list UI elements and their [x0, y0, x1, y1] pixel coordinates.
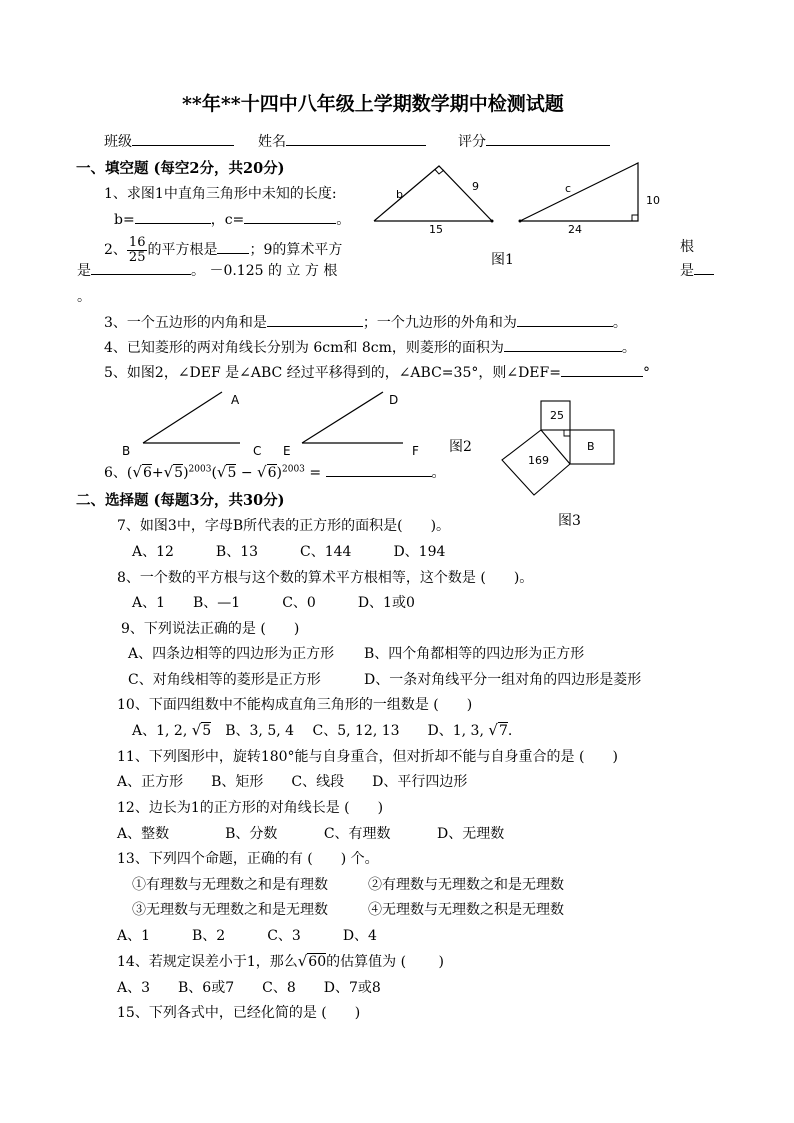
question-5: [104, 362, 650, 382]
tri1-base-label: 15: [429, 223, 443, 235]
question-14-options: A、3 B、6或7 C、8 D、7或8: [117, 980, 381, 996]
q2-end: 。: [77, 289, 91, 305]
q14-pre: 14、若规定误差小于1，那么: [117, 954, 298, 970]
q2-text2: ；9的算术平方: [249, 242, 343, 259]
sqrt-icon: √: [163, 463, 174, 481]
q9-option-a: A、四条边相等的四边形为正方形: [128, 646, 335, 662]
fraction-numerator: 16: [128, 235, 146, 250]
tri1-side-label: 9: [472, 180, 479, 193]
radicand-5b: 5: [227, 465, 237, 481]
q4-end: 。: [621, 340, 636, 356]
fig2-label-c: C: [253, 444, 262, 458]
q6-end: 。: [431, 465, 446, 481]
q2-shi2: 是: [680, 263, 694, 279]
score-field: [458, 131, 610, 151]
q14-post: 的估算值为 ( ): [326, 954, 444, 970]
q6-pre: 6、(: [104, 465, 133, 481]
q4-text: 4、已知菱形的两对角线长分别为 6cm和 8cm，则菱形的面积为: [104, 340, 504, 356]
q1-c-blank[interactable]: [244, 209, 336, 224]
q2-mid: 。 －0.125 的 立 方 根: [191, 263, 338, 279]
score-blank[interactable]: [486, 131, 610, 146]
q2-blank-3[interactable]: [694, 260, 714, 275]
q6-exponent-1: 2003: [188, 464, 212, 475]
figure-1-caption: 图1: [491, 252, 514, 268]
question-6: 6、$(√6+√5)^{2003}(√5 - √6)^{2003}$ = 。: [104, 463, 446, 481]
fig2-label-e: E: [283, 444, 291, 458]
question-13: 13、下列四个命题，正确的有 ( ) 个。: [117, 851, 379, 867]
name-blank[interactable]: [286, 131, 426, 146]
q6-exponent-2: 2003: [282, 464, 305, 475]
section2-heading: 二、选择题 (每题3分，共30分): [76, 492, 285, 509]
q1-b-blank[interactable]: [135, 209, 211, 224]
class-blank[interactable]: [132, 131, 234, 146]
fig3-square-169: 169: [528, 454, 549, 467]
q2-text: 的平方根是: [147, 242, 218, 259]
fig2-label-d: D: [389, 393, 399, 407]
name-field: [258, 131, 426, 151]
name-label: 姓名: [258, 134, 286, 150]
q5-text: 5、如图2，∠DEF 是∠ABC 经过平移得到的，∠ABC=35°，则∠DEF=: [104, 365, 561, 381]
q10-option-bcd: B、3, 5, 4 C、5, 12, 13 D、1, 3,: [225, 723, 484, 739]
q6-equals: =: [309, 465, 322, 481]
question-10-options: [132, 720, 512, 740]
score-label: 评分: [458, 134, 486, 150]
class-label: 班级: [104, 134, 132, 150]
q2-shi: 是: [77, 263, 91, 279]
q2-blank-2[interactable]: [91, 260, 191, 275]
section1-heading: 一、填空题 (每空2分，共20分): [76, 160, 285, 177]
figure-1: [368, 160, 678, 235]
question-4: [104, 337, 636, 357]
figure-2-caption: 图2: [449, 439, 472, 455]
tri2-side-label: 10: [646, 194, 660, 207]
q13-statement-3: ③无理数与无理数之和是无理数: [132, 902, 328, 918]
question-14: [117, 951, 444, 971]
page-title: **年**十四中八年级上学期数学期中检测试题: [182, 93, 564, 115]
question-15: 15、下列各式中，已经化简的是 ( ): [117, 1005, 361, 1021]
q10-end: .: [507, 723, 513, 739]
sqrt-icon: √: [132, 463, 142, 481]
tri2-base-label: 24: [568, 223, 582, 235]
q5-blank[interactable]: [561, 362, 643, 377]
q1-end: 。: [336, 212, 351, 228]
sqrt-icon: √: [257, 463, 267, 481]
fig2-label-b: B: [122, 444, 131, 458]
question-11-options: A、正方形 B、矩形 C、线段 D、平行四边形: [117, 774, 468, 790]
q10-radicand-5: 5: [202, 723, 212, 739]
fig3-square-b: B: [587, 440, 595, 453]
question-7-options: A、12 B、13 C、144 D、194: [132, 544, 446, 560]
q2-line2: [77, 260, 337, 280]
q3-end: 。: [612, 315, 627, 331]
q13-statement-2: ②有理数与无理数之和是无理数: [368, 877, 564, 893]
figure-3-caption: 图3: [558, 513, 581, 529]
q10-radicand-7: 7: [498, 723, 508, 739]
q9-option-d: D、一条对角线平分一组对角的四边形是菱形: [364, 672, 642, 688]
question-3: [104, 312, 627, 332]
tri2-c-label: c: [565, 182, 572, 195]
q1-c-label: ，c=: [210, 212, 245, 228]
q6-blank[interactable]: [326, 462, 432, 477]
q1-b-label: b=: [114, 212, 135, 228]
question-1: 1、求图1中直角三角形中未知的长度:: [104, 186, 337, 202]
q2-number: 2、: [104, 242, 127, 259]
question-12-options: A、整数 B、分数 C、有理数 D、无理数: [117, 826, 505, 842]
question-9: 9、下列说法正确的是 ( ): [121, 621, 300, 637]
q13-statement-1: ①有理数与无理数之和是有理数: [132, 877, 328, 893]
q5-end: °: [642, 365, 650, 381]
q6-close: ): [183, 465, 189, 481]
question-11: 11、下列图形中，旋转180°能与自身重合，但对折却不能与自身重合的是 ( ): [117, 749, 618, 765]
q2-blank-1[interactable]: [217, 239, 249, 254]
sqrt-icon: √: [297, 952, 308, 970]
triangle-1: [374, 166, 494, 235]
question-12: 12、边长为1的正方形的对角线长是 ( ): [117, 800, 384, 816]
sqrt-icon: √: [488, 721, 498, 739]
radicand-5: 5: [174, 465, 184, 481]
q3-blank-1[interactable]: [267, 312, 363, 327]
q3-text2: ；一个九边形的外角和为: [362, 315, 517, 331]
q13-statement-4: ④无理数与无理数之积是无理数: [368, 902, 564, 918]
question-10: 10、下面四组数中不能构成直角三角形的一组数是 ( ): [117, 697, 473, 713]
sqrt-icon: √: [216, 463, 227, 481]
question-8: 8、一个数的平方根与这个数的算术平方根相等，这个数是 ( )。: [117, 570, 534, 586]
q4-blank[interactable]: [504, 337, 622, 352]
fig3-square-25: 25: [550, 409, 564, 422]
q9-option-c: C、对角线相等的菱形是正方形: [128, 672, 321, 688]
q2-end-group: [680, 260, 714, 280]
fig2-label-a: A: [231, 393, 240, 407]
fig2-label-f: F: [412, 444, 419, 458]
q9-option-b: B、四个角都相等的四边形为正方形: [364, 646, 585, 662]
q14-radicand-60: 60: [308, 954, 327, 970]
sqrt-icon: √: [191, 721, 202, 739]
q3-blank-2[interactable]: [517, 312, 613, 327]
q3-text: 3、一个五边形的内角和是: [104, 315, 267, 331]
radicand-6b: 6: [267, 465, 277, 481]
triangle-2: [519, 163, 661, 235]
tri1-b-label: b: [396, 188, 403, 201]
fraction-denominator: 25: [128, 249, 146, 265]
question-8-options: A、1 B、—1 C、0 D、1或0: [132, 595, 415, 611]
q10-option-a: A、1, 2,: [132, 723, 188, 739]
class-field: [104, 131, 234, 151]
question-7: 7、如图3中，字母B所代表的正方形的面积是( )。: [117, 518, 451, 534]
question-1-answers: [114, 209, 350, 229]
question-13-options: A、1 B、2 C、3 D、4: [117, 928, 377, 944]
q2-gen: 根: [680, 239, 694, 255]
radicand-6: 6: [142, 465, 152, 481]
